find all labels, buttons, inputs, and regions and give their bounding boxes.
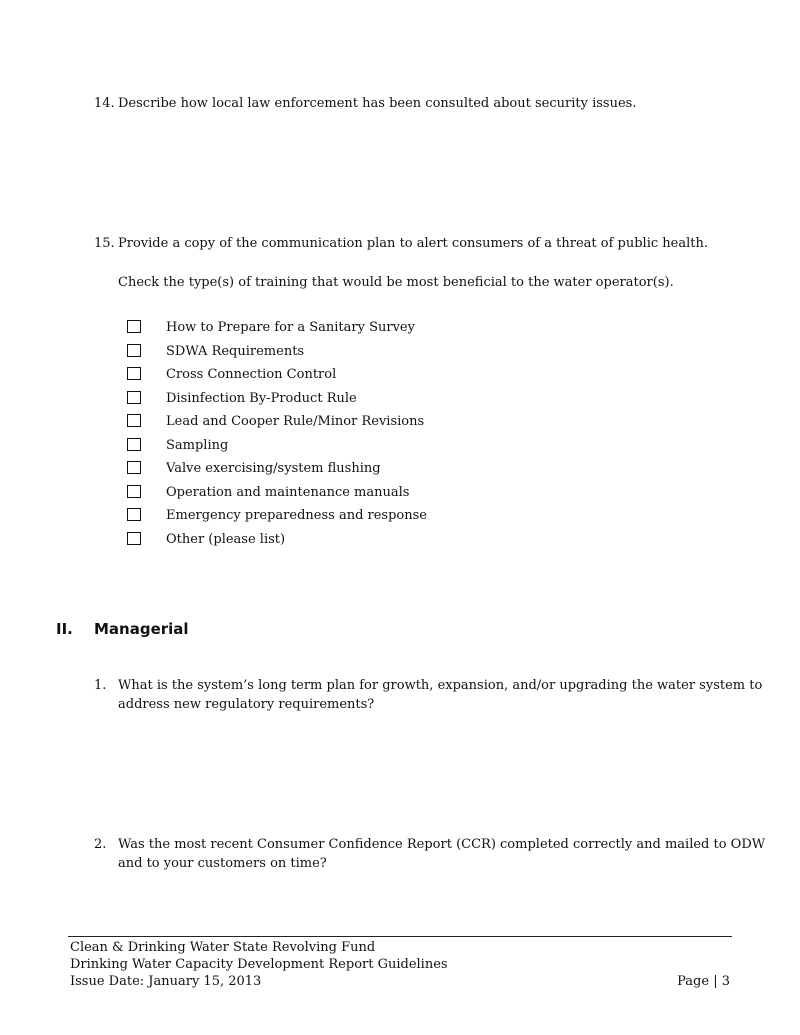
training-option-label: Lead and Cooper Rule/Minor Revisions [166,414,425,429]
training-option-label: Operation and maintenance manuals [166,485,410,500]
training-option-label: Disinfection By-Product Rule [166,391,357,406]
training-checkbox[interactable] [127,438,141,451]
training-option-label: Emergency preparedness and response [166,508,427,523]
training-option-label: SDWA Requirements [166,344,305,359]
training-checkbox[interactable] [127,414,141,427]
question-14-number: 14. [94,96,115,111]
section-title: Managerial [94,620,189,638]
training-checkbox[interactable] [127,344,141,357]
training-checkbox[interactable] [127,461,141,474]
footer-fund-name: Clean & Drinking Water State Revolving Fund [70,940,376,955]
training-option-label: How to Prepare for a Sanitary Survey [166,320,415,335]
question-14-text: Describe how local law enforcement has been consulted about security issues. [118,96,637,111]
training-checkbox[interactable] [127,532,141,545]
question-15-number: 15. [94,236,115,251]
training-checkbox[interactable] [127,320,141,333]
training-option-label: Valve exercising/system flushing [166,461,381,476]
training-checkbox[interactable] [127,391,141,404]
footer-divider [68,936,732,937]
footer-page-number: Page | 3 [677,974,730,989]
training-checkbox[interactable] [127,367,141,380]
managerial-question-2-line-1: Was the most recent Consumer Confidence Report (CCR) completed correctly and mailed to ODW [118,837,766,852]
training-option-label: Cross Connection Control [166,367,337,382]
section-numeral: II. [56,620,73,638]
managerial-question-1-number: 1. [94,678,107,693]
training-instruction: Check the type(s) of training that would be most beneficial to the water operator(s). [118,275,674,290]
footer-report-title: Drinking Water Capacity Development Report Guidelines [70,957,448,972]
training-option-label: Other (please list) [166,532,286,547]
managerial-question-1-line-1: What is the system’s long term plan for growth, expansion, and/or upgrading the water system to [118,678,763,693]
footer-issue-date: Issue Date: January 15, 2013 [70,974,262,989]
training-checkbox[interactable] [127,485,141,498]
managerial-question-1-line-2: address new regulatory requirements? [118,697,375,712]
training-option-label: Sampling [166,438,229,453]
training-checkbox[interactable] [127,508,141,521]
managerial-question-2-line-2: and to your customers on time? [118,856,327,871]
managerial-question-2-number: 2. [94,837,107,852]
question-15-text: Provide a copy of the communication plan to alert consumers of a threat of public health. [118,236,708,251]
